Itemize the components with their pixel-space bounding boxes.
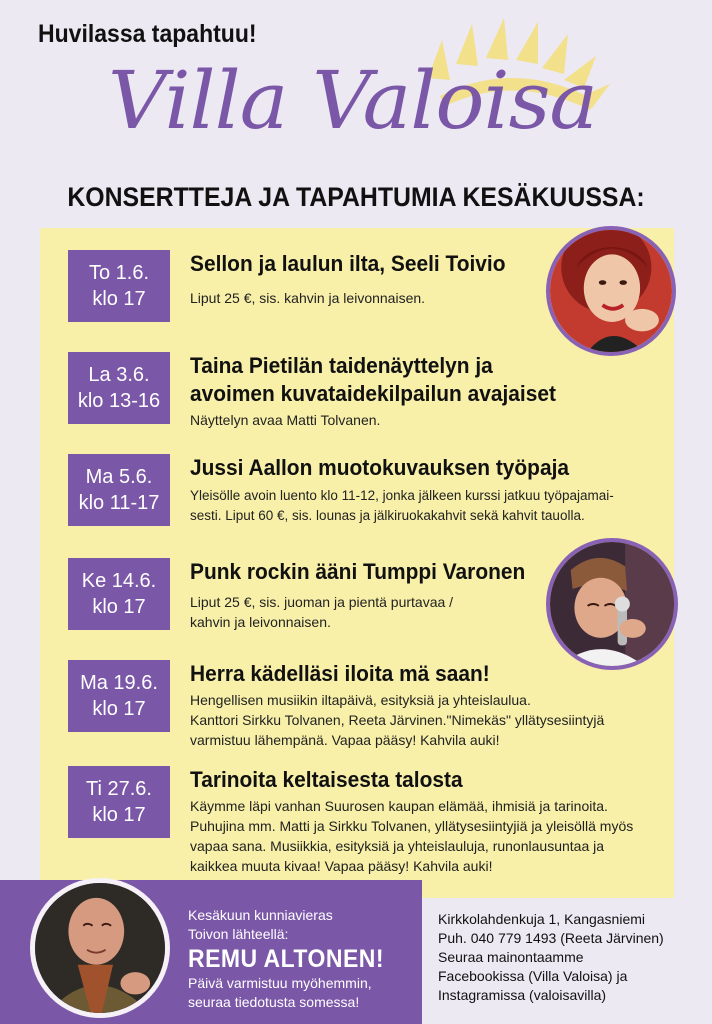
event-time: klo 17 — [92, 804, 146, 826]
event-day: To 1.6. — [88, 262, 150, 284]
event-description: Yleisölle avoin luento klo 11-12, jonka jälkeen kurssi jatkuu työpajamai- sesti. Liput 60 €, sis. lounas ja jälkiruokakahvit sekä kahvit tauolla. — [190, 488, 614, 523]
event-day: La 3.6. — [88, 364, 150, 386]
event-title: Herra kädelläsi iloita mä saan! — [190, 661, 490, 686]
date-box — [68, 660, 170, 732]
event-title: Punk rockin ääni Tumppi Varonen — [190, 559, 526, 584]
date-box — [68, 352, 170, 424]
event-title: Jussi Aallon muotokuvauksen työpaja — [190, 455, 570, 480]
event-description: Liput 25 €, sis. kahvin ja leivonnaisen. — [190, 290, 426, 306]
follow-line: Seuraa mainontaamme — [438, 949, 584, 965]
address: Kirkkolahdenkuja 1, Kangasniemi — [438, 911, 646, 927]
page-title: KONSERTTEJA JA TAPAHTUMIA KESÄKUUSSA: — [67, 182, 645, 212]
guest-name: REMU ALTONEN! — [188, 945, 384, 973]
guest-line: seuraa tiedotusta somessa! — [188, 994, 360, 1010]
event-title: Taina Pietilän taidenäyttelyn ja avoimen kuvataidekilpailun avajaiset — [190, 353, 556, 406]
facebook-line: Facebookissa (Villa Valoisa) ja — [438, 968, 628, 984]
event-time: klo 17 — [92, 288, 146, 310]
singer-photo — [546, 226, 676, 356]
event-day: Ti 27.6. — [86, 778, 152, 800]
event-time: klo 11-17 — [78, 492, 160, 514]
singer-portrait-icon — [550, 230, 672, 352]
date-box — [68, 766, 170, 838]
guest-portrait-icon — [35, 883, 165, 1013]
event-day: Ma 19.6. — [80, 672, 158, 694]
event-day: Ma 5.6. — [85, 466, 153, 488]
date-box — [68, 250, 170, 322]
event-title: Sellon ja laulun ilta, Seeli Toivio — [190, 251, 506, 276]
punk-singer-portrait-icon — [550, 542, 674, 666]
event-day: Ke 14.6. — [81, 570, 157, 592]
event-description: Käymme läpi vanhan Suurosen kaupan elämää, ihmisiä ja tarinoita. Puhujina mm. Matti ja Sirkku Tolvanen, yllätysesiintyjiä ja yleisöllä myös vapaa sana. Musiikkia, esityksiä ja yhteislauluja, runonlausuntaa ja kaikkea muuta kivaa! Vapaa pääsy! Kahvila auki! — [190, 798, 634, 874]
punk-singer-photo — [546, 538, 678, 670]
guest-info — [188, 906, 401, 1012]
guest-line: Päivä varmistuu myöhemmin, — [188, 975, 372, 991]
event-time: klo 13-16 — [77, 390, 161, 412]
event-description: Liput 25 €, sis. juoman ja pientä purtavaa / kahvin ja leivonnaisen. — [190, 594, 454, 630]
tagline: Huvilassa tapahtuu! — [38, 20, 257, 48]
event-title: Tarinoita keltaisesta talosta — [190, 767, 463, 792]
event-description: Hengellisen musiikin iltapäivä, esityksiä ja yhteislaulua. Kanttori Sirkku Tolvanen, Reeta Järvinen."Nimekäs" yllätysesiintyjä varmistuu lähempänä. Vapaa pääsy! Kahvila auki! — [190, 692, 605, 748]
guest-portrait-photo — [30, 878, 170, 1018]
date-box — [68, 558, 170, 630]
event-description: Näyttelyn avaa Matti Tolvanen. — [190, 412, 381, 428]
event-time: klo 17 — [92, 698, 146, 720]
guest-line: Toivon lähteellä: — [188, 926, 289, 942]
guest-line: Kesäkuun kunniavieras — [188, 907, 333, 923]
logo: Villa Valoisa — [108, 54, 598, 147]
contact-info — [438, 910, 698, 1005]
date-box — [68, 454, 170, 526]
phone: Puh. 040 779 1493 (Reeta Järvinen) — [438, 930, 664, 946]
event-time: klo 17 — [92, 596, 146, 618]
instagram-line: Instagramissa (valoisavilla) — [438, 987, 607, 1003]
